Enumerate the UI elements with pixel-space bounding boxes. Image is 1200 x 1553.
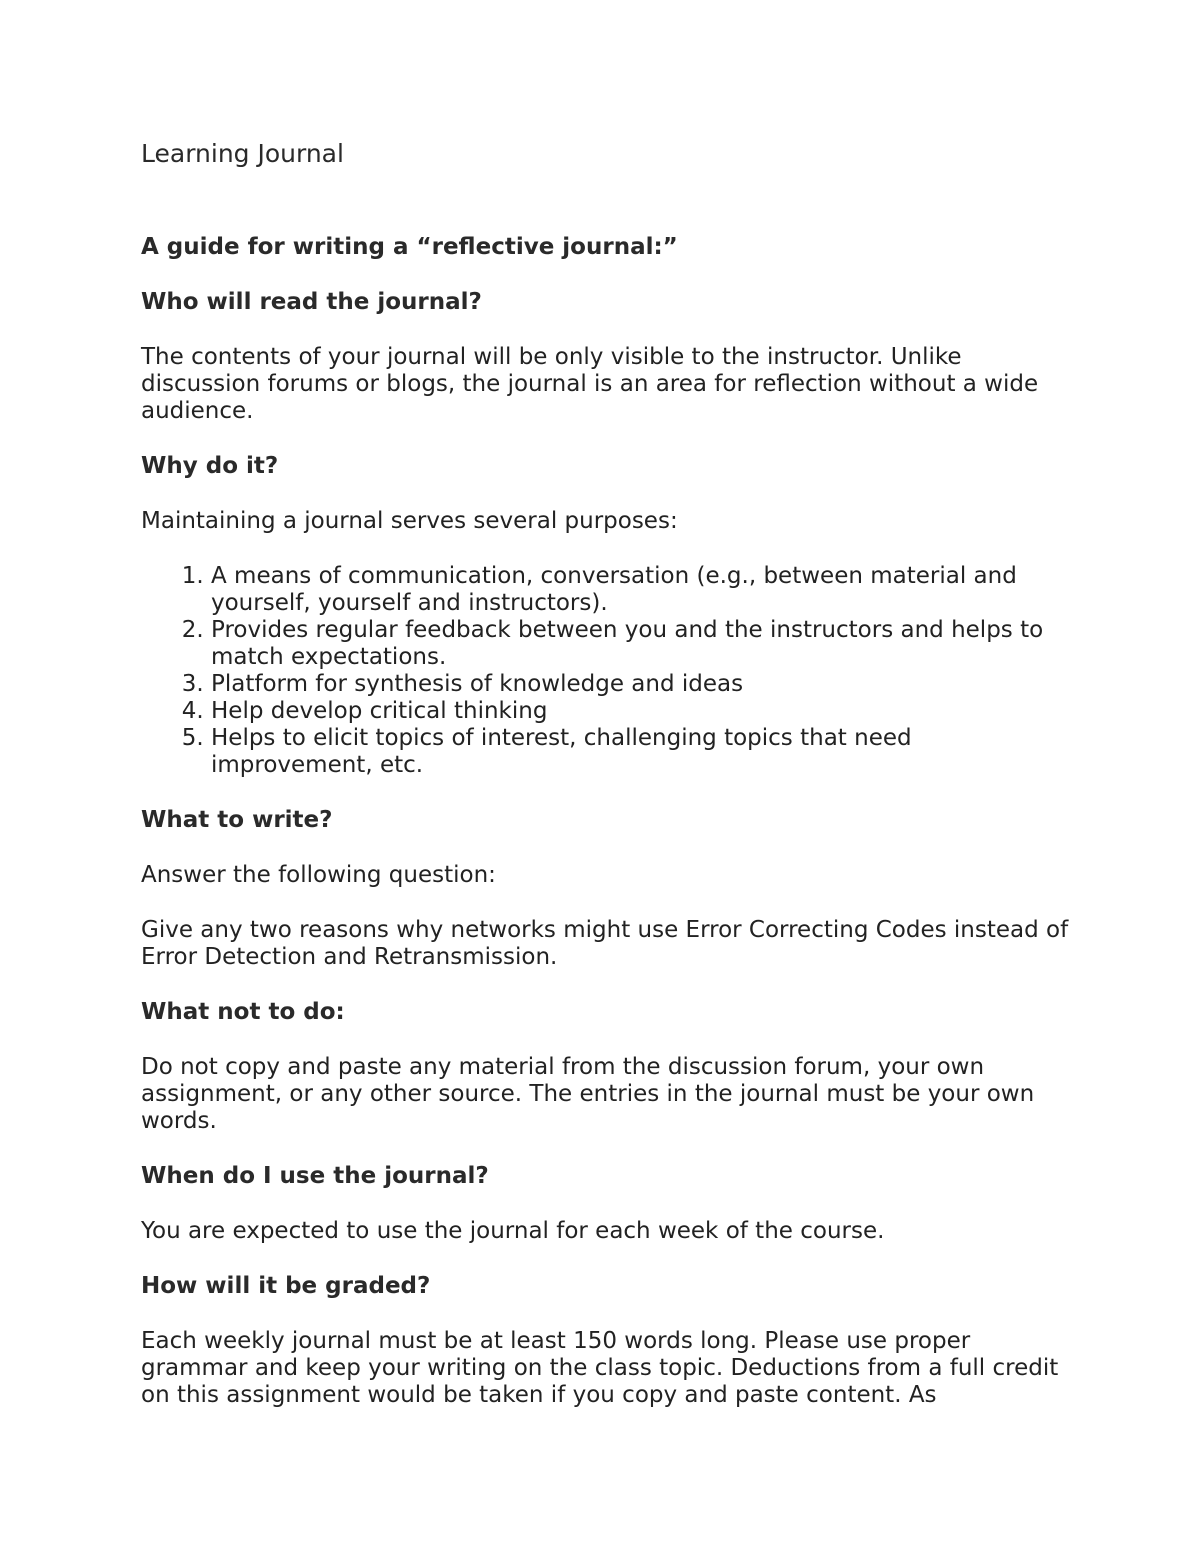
list-item: 3. Platform for synthesis of knowledge and ideas	[211, 671, 1071, 698]
list-item: 1. A means of communication, conversation (e.g., between material and yourself, yourself and instructors).	[211, 563, 1071, 617]
section-heading-who: Who will read the journal?	[141, 289, 482, 315]
section-question-what: Give any two reasons why networks might use Error Correcting Codes instead of Error Detection and Retransmission.	[141, 917, 1069, 970]
guide-heading: A guide for writing a “reflective journal:”	[141, 234, 678, 260]
section-intro-what: Answer the following question:	[141, 862, 496, 888]
section-heading-when: When do I use the journal?	[141, 1163, 489, 1189]
section-heading-grading: How will it be graded?	[141, 1273, 431, 1299]
document-title: Learning Journal	[141, 139, 344, 168]
section-text-grading: Each weekly journal must be at least 150 words long. Please use proper grammar and keep your writing on the class topic. Deductions from a full credit on this assignment would be taken if you copy and paste content. As	[141, 1328, 1059, 1408]
section-intro-why: Maintaining a journal serves several purposes:	[141, 508, 678, 534]
section-text-what-not: Do not copy and paste any material from the discussion forum, your own assignment, or any other source. The entries in the journal must be your own words.	[141, 1054, 1035, 1134]
section-text-when: You are expected to use the journal for each week of the course.	[141, 1218, 885, 1244]
list-item: 4. Help develop critical thinking	[211, 698, 1071, 725]
list-item: 5. Helps to elicit topics of interest, challenging topics that need improvement, etc.	[211, 725, 1071, 779]
document-page	[141, 136, 1071, 1409]
list-item: 2. Provides regular feedback between you and the instructors and helps to match expectations.	[211, 617, 1071, 671]
purpose-list	[141, 563, 1071, 779]
section-heading-what: What to write?	[141, 807, 333, 833]
section-text-who: The contents of your journal will be only visible to the instructor. Unlike discussion forums or blogs, the journal is an area for reflection without a wide audience.	[141, 344, 1039, 424]
section-heading-what-not: What not to do:	[141, 999, 345, 1025]
section-heading-why: Why do it?	[141, 453, 279, 479]
